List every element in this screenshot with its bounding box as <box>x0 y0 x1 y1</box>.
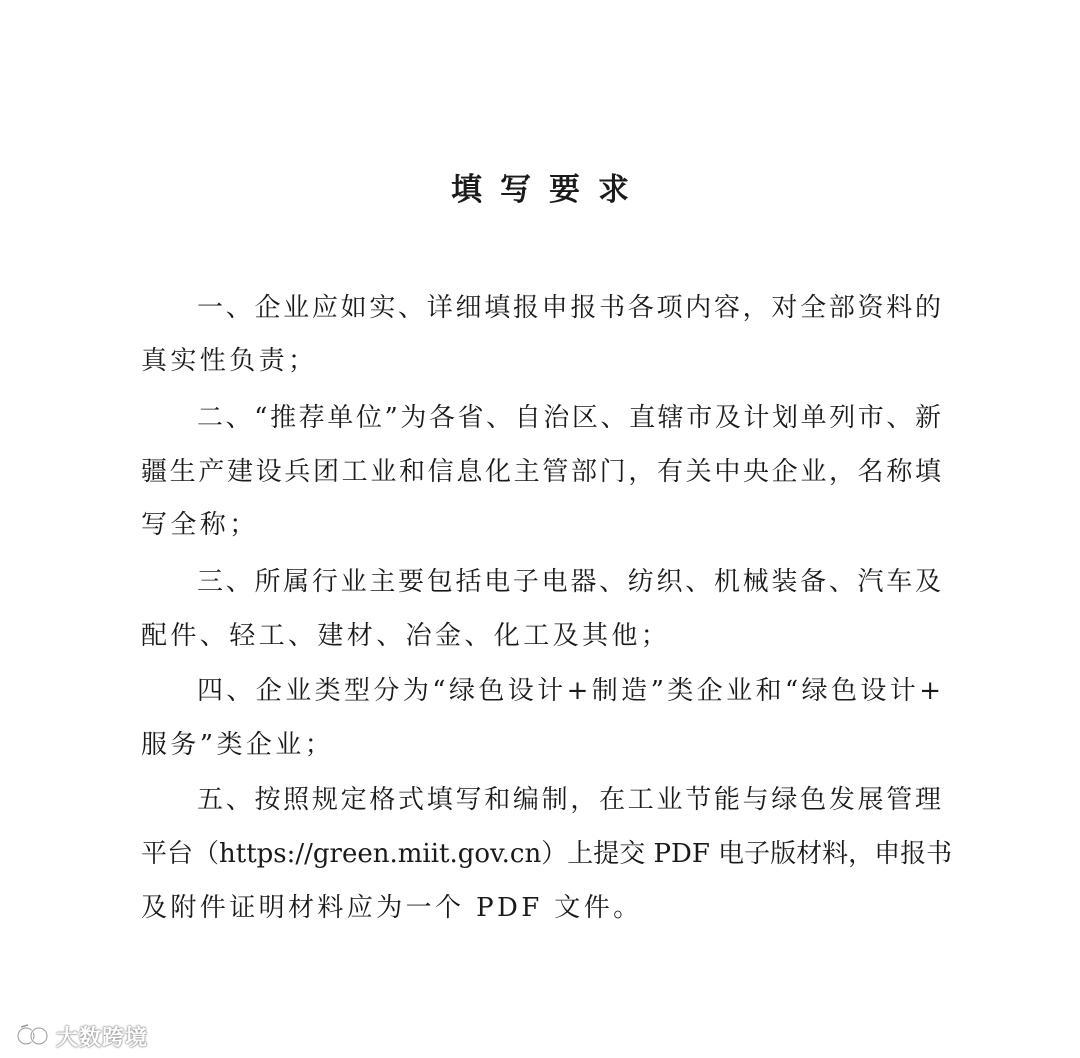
item-5-line-1: 五、按照规定格式填写和编制，在工业节能与绿色发展管理 <box>197 785 941 815</box>
item-3-line-2: 配件、轻工、建材、冶金、化工及其他； <box>141 621 671 651</box>
item-5-line-2: 平台（https://green.miit.gov.cn）上提交 PDF 电子版材料，申报书 <box>141 839 953 869</box>
item-2-line-1: 二、“推荐单位”为各省、自治区、直辖市及计划单列市、新 <box>197 403 941 433</box>
watermark-text: 大数跨境 <box>56 1025 149 1051</box>
item-1-line-1: 一、企业应如实、详细填报申报书各项内容，对全部资料的 <box>197 293 941 323</box>
item-2-line-2: 疆生产建设兵团工业和信息化主管部门，有关中央企业，名称填 <box>141 457 941 487</box>
item-1-line-2: 真实性负责； <box>141 346 318 376</box>
watermark <box>16 1016 148 1056</box>
item-4-line-1: 四、企业类型分为“绿色设计+制造”类企业和“绿色设计+ <box>197 676 941 706</box>
brand-logo-icon <box>16 1021 50 1051</box>
item-2-line-3: 写全称； <box>141 510 259 540</box>
item-3-line-1: 三、所属行业主要包括电子电器、纺织、机械装备、汽车及 <box>197 567 941 597</box>
item-4-line-2: 服务”类企业； <box>141 730 335 760</box>
page-title: 填写要求 <box>451 172 647 208</box>
item-5-line-3: 及附件证明材料应为一个 PDF 文件。 <box>141 893 643 923</box>
